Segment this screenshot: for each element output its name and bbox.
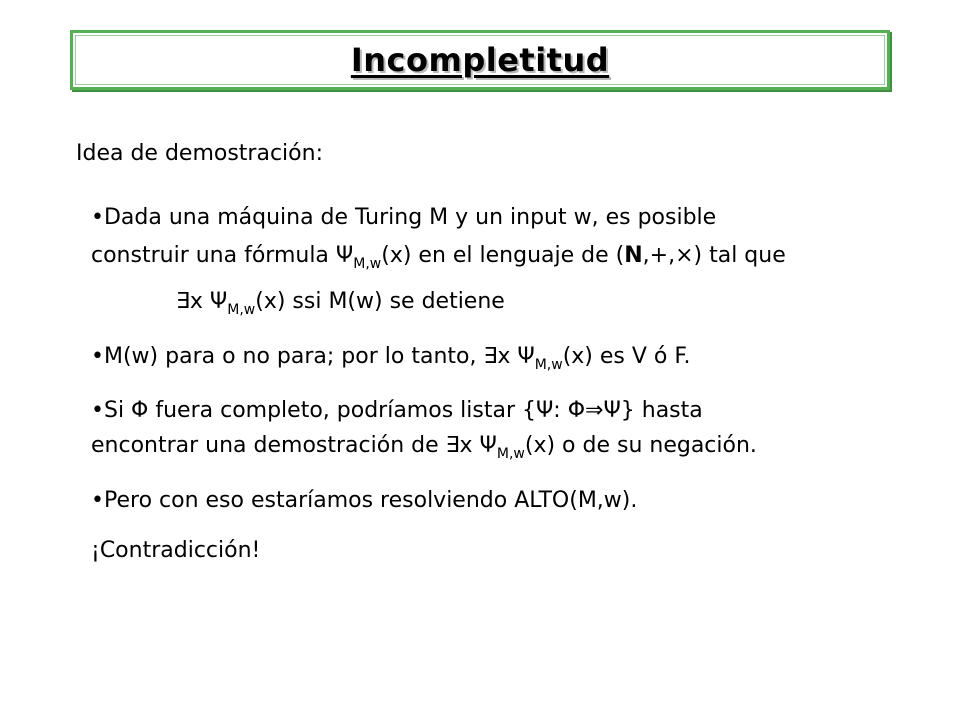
bullet-1-text-2c: ,+,×) tal que [642,243,786,268]
bullet-marker: • [91,488,104,513]
bullet-1-text-1: Dada una máquina de Turing M y un input w, es posible [103,205,717,230]
bullet-3-line-2 [91,431,757,469]
psi-subscript: M,w [534,357,563,373]
bullet-3-text-2b: (x) o de su negación. [524,433,757,458]
formula-exists: ∃x [176,289,210,314]
psi-symbol: Ψ [209,289,228,314]
psi-subscript: M,w [496,446,525,462]
bullet-1-line-2 [91,241,786,279]
bullet-3-text-2a: encontrar una demostración de ∃x [91,433,480,458]
slide-title: Incompletitud [350,41,610,79]
psi-subscript: M,w [227,302,256,318]
bullet-1-line-1 [91,203,716,233]
bullet-marker: • [91,205,104,230]
psi-symbol: Ψ [479,433,497,458]
psi-symbol: Ψ [335,243,354,268]
bullet-2-text-a: M(w) para o no para; por lo tanto, ∃x [103,344,518,369]
bullet-marker: • [91,398,104,423]
psi-subscript: M,w [353,256,382,272]
bullet-3-line-1 [91,396,703,426]
bullet-4-text: Pero con eso estaríamos resolviendo ALTO(M,w). [103,488,638,513]
intro-heading: Idea de demostración: [76,141,323,166]
bullet-2-text-b: (x) es V ó F. [562,344,691,369]
psi-symbol: Ψ [517,344,535,369]
conclusion: ¡Contradicción! [91,538,261,563]
title-box [70,30,890,90]
bullet-marker: • [91,344,104,369]
naturals-symbol: N [624,243,643,268]
bullet-1-text-2b: (x) en el lenguaje de ( [381,243,625,268]
formula-rest: (x) ssi M(w) se detiene [255,289,505,314]
bullet-1-formula [176,287,505,325]
bullet-1-text-2a: construir una fórmula [91,243,336,268]
bullet-2 [91,342,690,380]
bullet-3-text-1: Si Φ fuera completo, podríamos listar {Ψ: Φ⇒Ψ} hasta [103,398,703,423]
bullet-4 [91,486,637,516]
